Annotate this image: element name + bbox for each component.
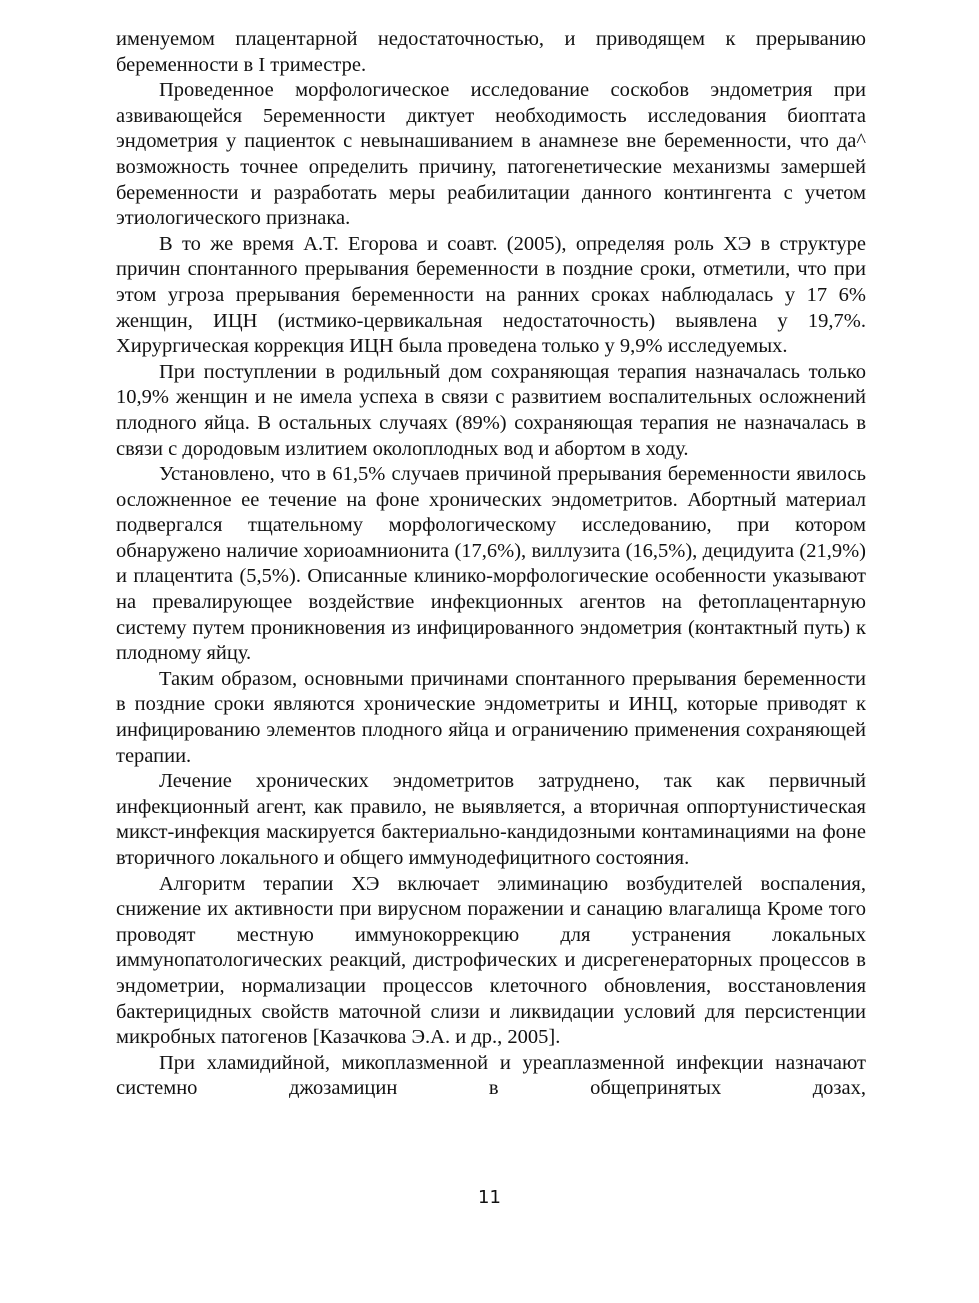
paragraph-2: Проведенное морфологическое исследование соскобов эндометрия при азвивающейся 5еременности диктует необходимость исследования биоптата эндометрия у пациенток с невынашиванием в анамнезе вне беременности, что да^ возможность точнее определить причину, патогенетические механизмы замершей беременности и разработать меры реабилитации данного контингента с учетом этиологического признака. bbox=[116, 79, 866, 230]
paragraph-4: При поступлении в родильный дом сохраняющая терапия назначалась только 10,9% женщин и не имела успеха в связи с развитием воспалительных осложнений плодного яйца. В остальных случаях (89%) сохраняющая терапия не назначалась в связи с дородовым излитием околоплодных вод и абортом в ходу. bbox=[116, 360, 866, 460]
paragraph-3: В то же время А.Т. Егорова и соавт. (2005), определяя роль ХЭ в структуре причин спонтанного прерывания беременности в поздние сроки, отметили, что при этом угроза прерывания беременности на ранних сроках наблюдалась у 17 6% женщин, ИЦН (истмико-цервикальная недостаточность) выявлена у 19,7%. Хирургическая коррекция ИЦН была проведена только у 9,9% исследуемых. bbox=[116, 232, 866, 358]
page-number: 11 bbox=[478, 1187, 501, 1208]
paragraph-1: именуемом плацентарной недостаточностью, и приводящем к прерыванию беременности в I триместре. bbox=[116, 28, 866, 76]
paragraph-6: Таким образом, основными причинами спонтанного прерывания беременности в поздние сроки являются хронические эндометриты и ИНЦ, которые приводят к инфицированию элементов плодного яйца и ограничению применения сохраняющей терапии. bbox=[116, 667, 866, 767]
paragraph-7: Лечение хронических эндометритов затруднено, так как первичный инфекционный агент, как правило, не выявляется, а вторичная оппортунистическая микст-инфекция маскируется бактериально-кандидозными контаминациями на фоне вторичного локального и общего иммунодефицитного состояния. bbox=[116, 770, 866, 869]
paragraph-5: Установлено, что в 61,5% случаев причиной прерывания беременности явилось осложненное ее течение на фоне хронических эндометритов. Абортный материал подвергался тщательному морфологическому исследованию, при котором обнаружено наличие хориоамнионита (17,6%), виллузита (16,5%), децидуита (21,9%) и плацентита (5,5%). Описанные клинико-морфологические особенности указывают на превалирующее воздействие инфекционных агентов на фетоплацентарную систему путем проникновения из инфицированного эндометрия (контактный путь) к плодному яйцу. bbox=[116, 463, 866, 665]
document-page bbox=[116, 27, 866, 1102]
paragraph-8: Алгоритм терапии ХЭ включает элиминацию возбудителей воспаления, снижение их активности при вирусном поражении и санацию влагалища Кроме того проводят местную иммунокоррекцию для устранения локальных иммунопатологических реакций, дистрофических и дисрегенераторных процессов в эндометрии, нормализации процессов клеточного обновления, восстановления бактерицидных свойств маточной слизи и ликвидации условий для персистенции микробных патогенов [Казачкова Э.А. и др., 2005]. bbox=[116, 872, 866, 1049]
paragraph-9: При хламидийной, микоплазменной и уреаплазменной инфекции назначают системно джозамицин в общепринятых дозах, bbox=[116, 1051, 866, 1100]
